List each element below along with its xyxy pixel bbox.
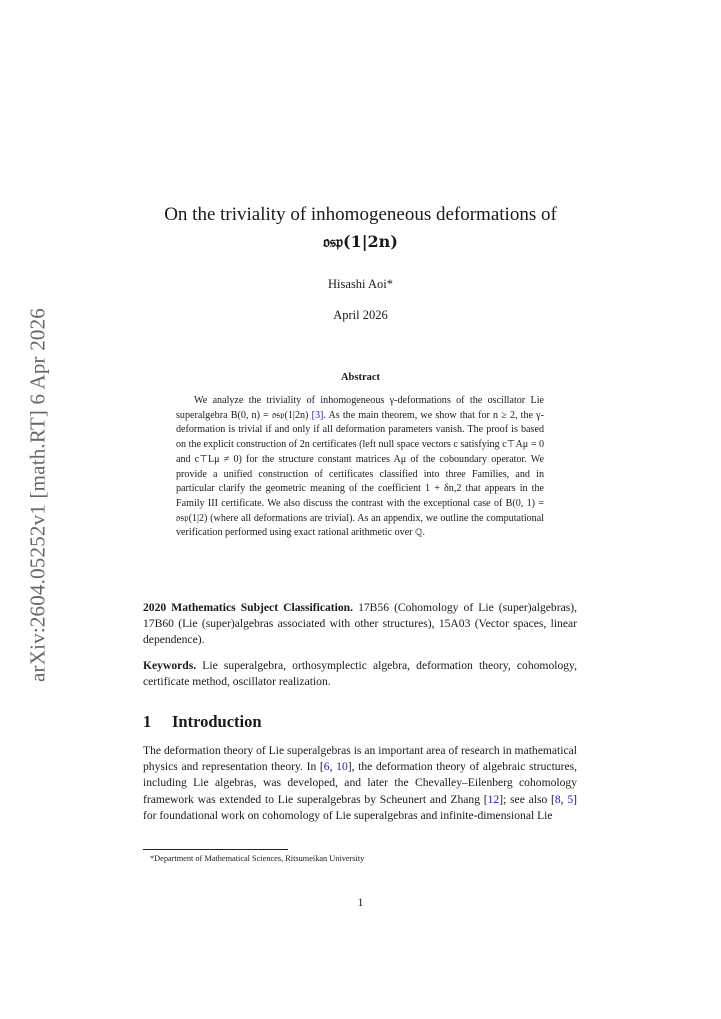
abstract-heading: Abstract <box>340 372 381 383</box>
intro-text: , <box>329 760 337 774</box>
keywords-label: Keywords. <box>143 659 197 672</box>
citation-link[interactable]: [3] <box>311 409 324 421</box>
footnote-affiliation: *Department of Mathematical Sciences, Ritsumeikan University <box>150 854 365 863</box>
intro-text: ], the deformation theory of algebraic structures, including Lie algebras, was developed, and later the Chevalley–Eilenberg cohomology framework was extended to Lie superalgebras by Scheunert and Zhang [ <box>143 760 578 806</box>
section-number: 1 <box>143 712 152 731</box>
arxiv-identifier-stamp <box>14 290 62 700</box>
citation-link[interactable]: 5 <box>567 792 574 806</box>
abstract-text-1: We analyze the triviality of inhomogeneous γ-deformations of the oscillator Lie superalgebra B(0, n) = 𝔬𝔰𝔭(1|2n) <box>176 395 544 421</box>
paper-title <box>100 201 621 255</box>
citation-link[interactable]: 6 <box>323 760 330 774</box>
title-line-2: 𝔬𝔰𝔭(1|2n) <box>323 232 398 251</box>
abstract-body <box>176 394 544 541</box>
intro-paragraph <box>143 743 577 824</box>
intro-text: ]; see also [ <box>499 792 555 806</box>
section-title: Introduction <box>172 712 262 731</box>
citation-link[interactable]: 10 <box>336 760 348 774</box>
page-number: 1 <box>357 897 364 909</box>
title-line-1: On the triviality of inhomogeneous deformations of <box>164 204 557 225</box>
arxiv-identifier-text: arXiv:2604.05252v1 [math.RT] 6 Apr 2026 <box>25 308 50 682</box>
msc-label: 2020 Mathematics Subject Classification. <box>143 601 354 614</box>
citation-link[interactable]: 8 <box>554 792 561 806</box>
keywords-text: Lie superalgebra, orthosymplectic algebra, deformation theory, cohomology, certificate method, oscillator realization. <box>143 659 577 689</box>
abstract-text-2: . As the main theorem, we show that for n ≥ 2, the γ-deformation is trivial if and only if all deformation parameters vanish. The proof is based on the explicit construction of 2n certificates (left null space vectors c satisfying c⊤Aμ = 0 and c⊤Lμ ≠ 0) for the structure constant matrices Aμ of the coboundary operator. We provide a unified construction of certificates classified into three Families, and in particular clarify the geometric meaning of the coefficient 1 + δn,2 that appears in the Family III certificate. We also discuss the contrast with the exceptional case of B(0, 1) = 𝔬𝔰𝔭(1|2) (where all deformations are trivial). As an appendix, we outline the computational verification performed using exact rational arithmetic over ℚ. <box>176 409 544 539</box>
author-name: Hisashi Aoi* <box>328 277 393 291</box>
citation-link[interactable]: 12 <box>487 792 500 806</box>
keywords-paragraph <box>143 658 577 690</box>
intro-text: The deformation theory of Lie superalgebras is an important area of research in mathematical physics and representation theory. In [ <box>143 744 577 774</box>
intro-text: , <box>560 792 568 806</box>
publication-date: April 2026 <box>333 308 388 322</box>
msc-text: 17B56 (Cohomology of Lie (super)algebras), 17B60 (Lie (super)algebras associated with other structures), 15A03 (Vector spaces, linear dependence). <box>143 601 577 647</box>
intro-text: ] for foundational work on cohomology of Lie superalgebras and infinite-dimensional Lie <box>143 792 577 822</box>
msc-classification <box>143 600 577 649</box>
footnote-divider <box>143 849 288 850</box>
section-heading <box>143 712 262 732</box>
